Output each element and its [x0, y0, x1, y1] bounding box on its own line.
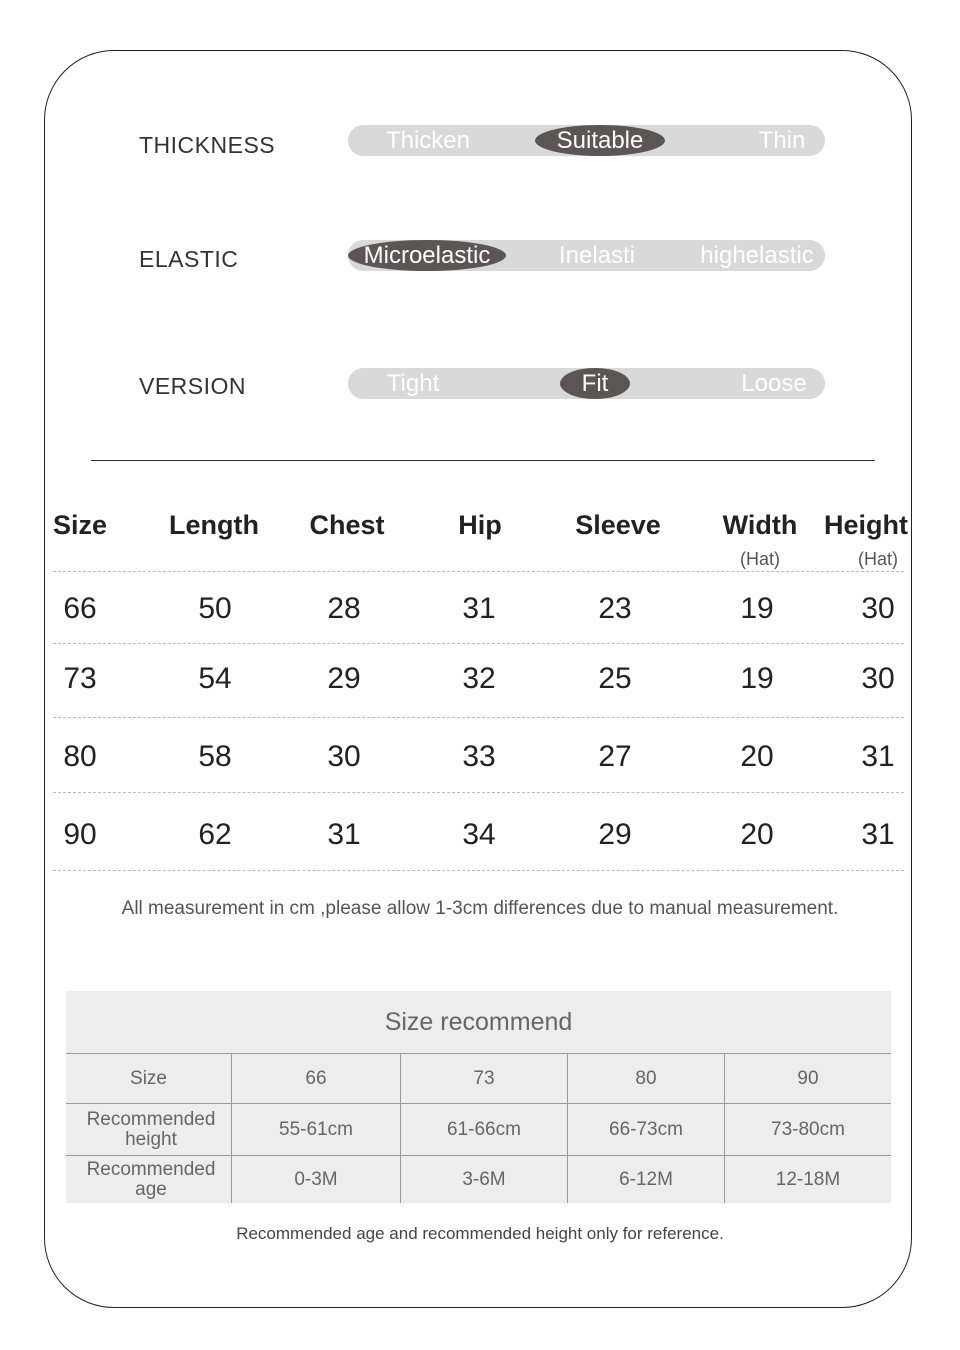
table-cell: 19 [740, 592, 774, 625]
row-divider [53, 870, 904, 871]
col-header-height: Height [824, 510, 908, 540]
table-cell: 28 [327, 592, 361, 625]
recommend-age-cell: 0-3M [294, 1168, 338, 1190]
table-cell: 31 [327, 818, 361, 851]
recommend-height-cell: 66-73cm [609, 1118, 683, 1140]
size-recommend-title: Size recommend [384, 1008, 573, 1036]
thickness-option-suitable-selected: Suitable [535, 125, 665, 156]
table-cell: 54 [198, 662, 232, 695]
col-header-width: Width [722, 510, 798, 540]
elastic-option-microelastic-selected: Microelastic [348, 240, 506, 271]
row-divider [53, 643, 904, 644]
table-cell: 66 [63, 592, 97, 625]
table-cell: 30 [861, 592, 895, 625]
attribute-label-elastic: ELASTIC [139, 246, 239, 272]
table-cell: 19 [740, 662, 774, 695]
col-header-sleeve: Sleeve [575, 510, 661, 540]
table-cell: 31 [861, 740, 895, 773]
size-recommend-table [66, 991, 891, 1203]
recommend-height-cell: 61-66cm [447, 1118, 521, 1140]
table-cell: 31 [861, 818, 895, 851]
table-cell: 29 [598, 818, 632, 851]
table-cell: 50 [198, 592, 232, 625]
col-header-length: Length [169, 510, 259, 540]
recommend-age-cell: 6-12M [619, 1168, 673, 1190]
row-divider [53, 717, 904, 718]
elastic-option-highelastic: highelastic [700, 242, 814, 269]
table-cell: 73 [63, 662, 97, 695]
elastic-option-inelasti: Inelasti [558, 242, 636, 269]
table-cell: 30 [327, 740, 361, 773]
thickness-option-thicken: Thicken [385, 127, 471, 154]
table-cell: 32 [462, 662, 496, 695]
section-divider [91, 460, 875, 461]
table-cell: 30 [861, 662, 895, 695]
row-label-recommended-age: Recommended age [86, 1158, 216, 1200]
table-cell: 27 [598, 740, 632, 773]
recommend-size-cell: 90 [797, 1067, 819, 1089]
reference-footnote: Recommended age and recommended height only for reference. [236, 1224, 724, 1243]
row-label-size: Size [130, 1067, 167, 1089]
table-cell: 31 [462, 592, 496, 625]
table-cell: 90 [63, 818, 97, 851]
version-option-fit-selected: Fit [560, 368, 630, 399]
col-header-size: Size [52, 510, 108, 540]
table-cell: 62 [198, 818, 232, 851]
table-cell: 33 [462, 740, 496, 773]
col-subheader-width: (Hat) [740, 549, 780, 569]
attribute-label-version: VERSION [139, 373, 247, 399]
attribute-label-thickness: THICKNESS [139, 132, 276, 158]
row-divider [53, 571, 904, 572]
table-cell: 34 [462, 818, 496, 851]
version-scale [348, 368, 825, 399]
recommend-size-cell: 73 [473, 1067, 495, 1089]
table-cell: 25 [598, 662, 632, 695]
row-divider [53, 792, 904, 793]
col-subheader-height: (Hat) [858, 549, 898, 569]
recommend-size-cell: 66 [305, 1067, 327, 1089]
recommend-age-cell: 12-18M [775, 1168, 841, 1190]
recommend-size-cell: 80 [635, 1067, 657, 1089]
elastic-scale [348, 240, 825, 271]
table-cell: 58 [198, 740, 232, 773]
row-label-recommended-height: Recommended height [86, 1108, 216, 1150]
version-option-loose: Loose [741, 370, 807, 397]
recommend-height-cell: 55-61cm [279, 1118, 353, 1140]
recommend-height-cell: 73-80cm [771, 1118, 845, 1140]
measurement-note: All measurement in cm ,please allow 1-3cm differences due to manual measurement. [121, 898, 839, 919]
thickness-option-thin: Thin [758, 127, 806, 154]
table-cell: 29 [327, 662, 361, 695]
table-cell: 20 [740, 740, 774, 773]
thickness-scale [348, 125, 825, 156]
version-option-tight: Tight [386, 370, 440, 397]
table-cell: 20 [740, 818, 774, 851]
col-header-chest: Chest [309, 510, 385, 540]
table-cell: 23 [598, 592, 632, 625]
recommend-age-cell: 3-6M [462, 1168, 506, 1190]
table-cell: 80 [63, 740, 97, 773]
col-header-hip: Hip [458, 510, 502, 540]
